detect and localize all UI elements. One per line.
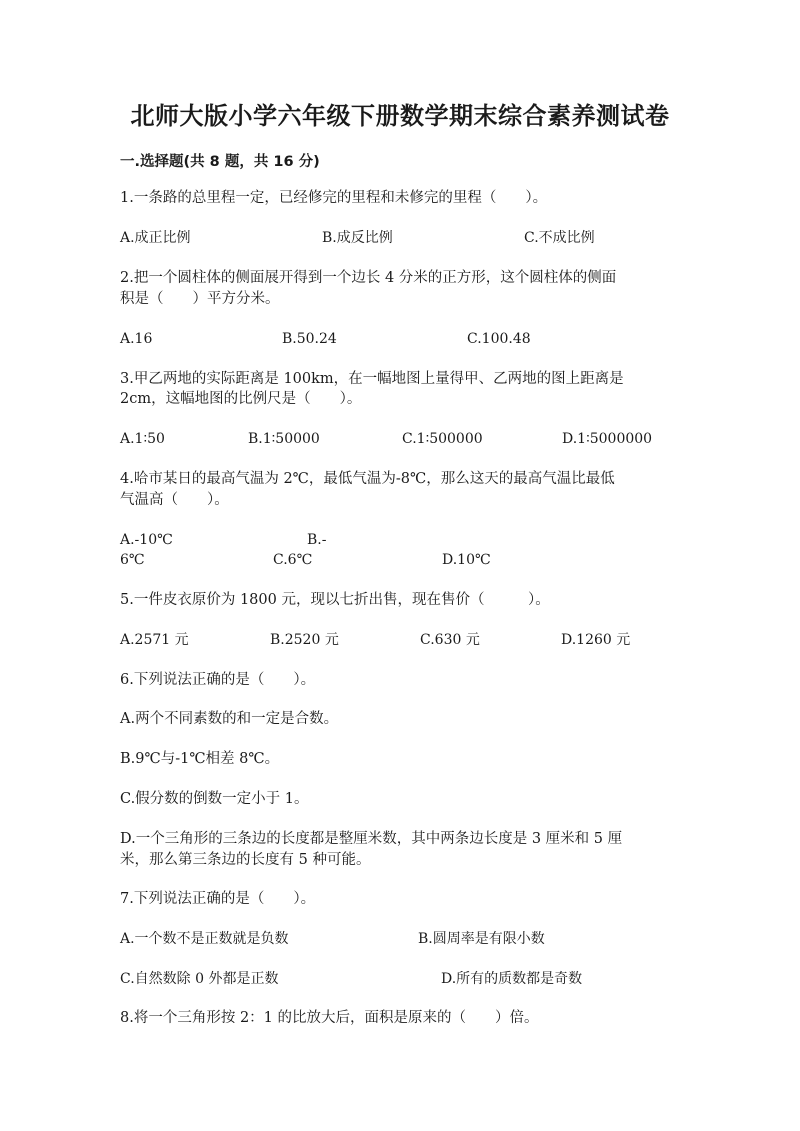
question-5-option-b: B.2520 元 [270, 632, 339, 648]
question-6-option-b: B.9℃与-1℃相差 8℃。 [120, 751, 280, 767]
question-7-option-b: B.圆周率是有限小数 [418, 931, 545, 947]
question-6-option-c: C.假分数的倒数一定小于 1。 [120, 791, 309, 807]
question-4-option-b-part-2: 6℃ [120, 552, 145, 568]
section-heading: 一.选择题(共 8 题，共 16 分) [120, 154, 320, 170]
question-5-option-d: D.1260 元 [561, 632, 631, 648]
question-4-option-d: D.10℃ [442, 552, 491, 568]
question-7-stem: 7.下列说法正确的是（ ）。 [120, 891, 316, 907]
question-5-option-a: A.2571 元 [120, 632, 189, 648]
question-3-stem-line-1: 3.甲乙两地的实际距离是 100km，在一幅地图上量得甲、乙两地的图上距离是 [120, 371, 624, 387]
question-6-stem: 6.下列说法正确的是（ ）。 [120, 672, 316, 688]
question-6-option-d-line-1: D.一个三角形的三条边的长度都是整厘米数，其中两条边长度是 3 厘米和 5 厘 [120, 831, 623, 847]
question-3-option-a: A.1∶50 [120, 431, 165, 447]
question-7-option-a: A.一个数不是正数就是负数 [120, 931, 289, 947]
question-8-stem: 8.将一个三角形按 2：1 的比放大后，面积是原来的（ ）倍。 [120, 1010, 539, 1026]
question-3-option-b: B.1∶50000 [248, 431, 320, 447]
question-4-option-b-part-1: B.- [307, 532, 327, 548]
question-4-option-c: C.6℃ [273, 552, 313, 568]
question-1-option-c: C.不成比例 [524, 230, 595, 246]
question-2-stem-line-1: 2.把一个圆柱体的侧面展开得到一个边长 4 分米的正方形，这个圆柱体的侧面 [120, 270, 617, 286]
question-3-option-d: D.1∶5000000 [562, 431, 653, 447]
question-3-option-c: C.1∶500000 [402, 431, 483, 447]
question-2-option-a: A.16 [120, 331, 153, 347]
page-title: 北师大版小学六年级下册数学期末综合素养测试卷 [130, 102, 670, 130]
question-1-stem: 1.一条路的总里程一定，已经修完的里程和未修完的里程（ ）。 [120, 190, 548, 206]
question-7-option-c: C.自然数除 0 外都是正数 [120, 971, 279, 987]
question-7-option-d: D.所有的质数都是奇数 [441, 971, 583, 987]
question-2-stem-line-2: 积是（ ）平方分米。 [120, 291, 280, 307]
question-2-option-b: B.50.24 [282, 331, 337, 347]
question-4-option-a: A.-10℃ [120, 532, 173, 548]
question-5-option-c: C.630 元 [420, 632, 480, 648]
question-2-option-c: C.100.48 [467, 331, 531, 347]
question-3-stem-line-2: 2cm，这幅地图的比例尺是（ ）。 [120, 391, 362, 407]
question-4-stem-line-2: 气温高（ ）。 [120, 492, 229, 508]
question-4-stem-line-1: 4.哈市某日的最高气温为 2℃，最低气温为-8℃，那么这天的最高气温比最低 [120, 471, 615, 487]
question-6-option-a: A.两个不同素数的和一定是合数。 [120, 711, 339, 727]
question-1-option-a: A.成正比例 [120, 230, 191, 246]
question-6-option-d-line-2: 米，那么第三条边的长度有 5 种可能。 [120, 852, 371, 868]
question-1-option-b: B.成反比例 [322, 230, 393, 246]
question-5-stem: 5.一件皮衣原价为 1800 元，现以七折出售，现在售价（ ）。 [120, 592, 550, 608]
